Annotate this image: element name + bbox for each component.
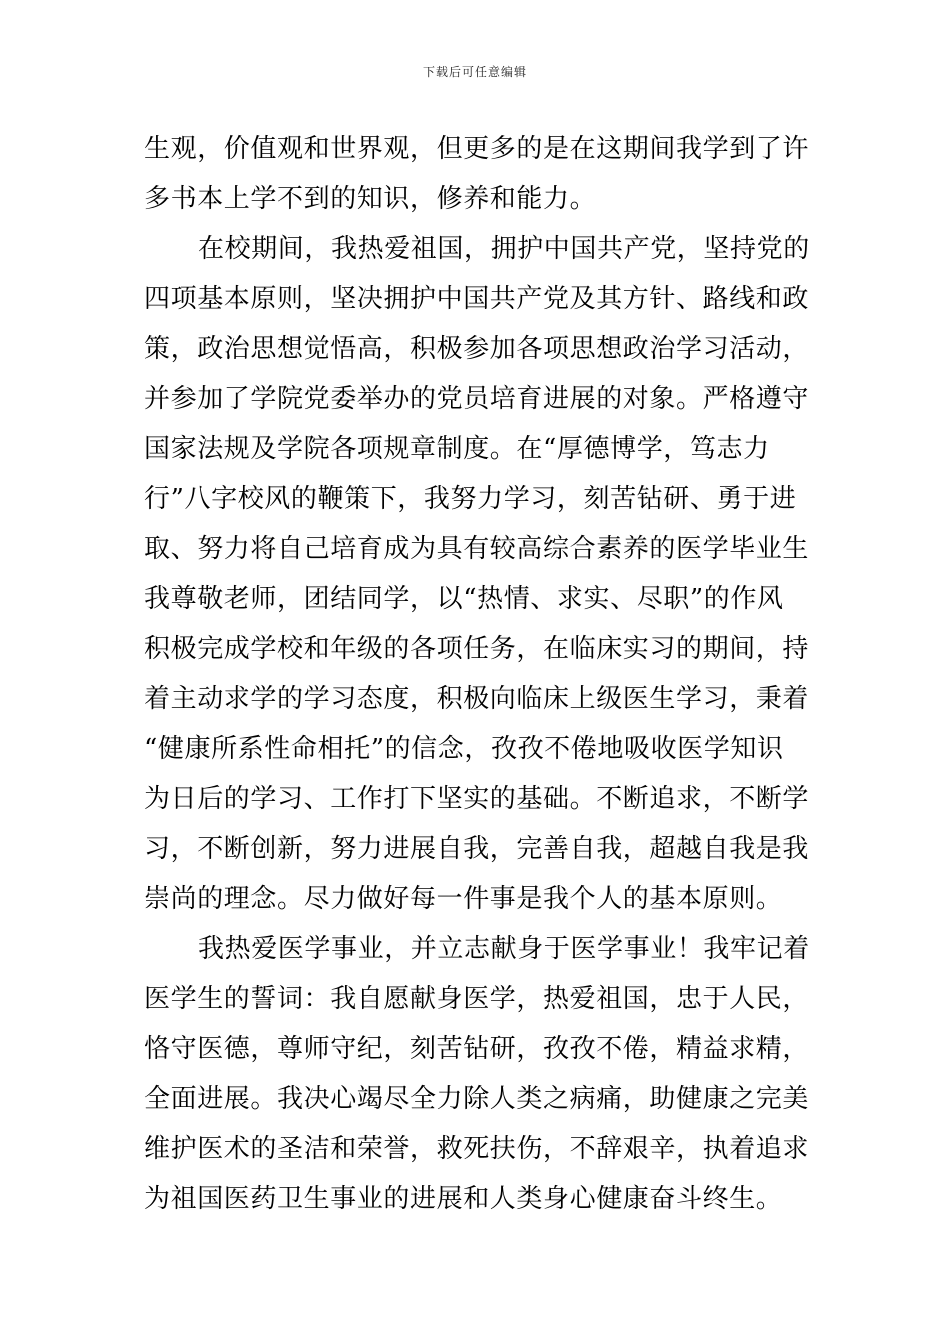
text-line: 国家法规及学院各项规章制度。在“厚德博学，笃志力: [144, 434, 770, 464]
text-line: 并参加了学院党委举办的党员培育进展的对象。严格遵守: [144, 384, 810, 414]
text-line: 全面进展。我决心竭尽全力除人类之病痛，助健康之完美: [144, 1084, 810, 1114]
paragraph-start-line: 我热爱医学事业，并立志献身于医学事业！我牢记着: [198, 934, 810, 964]
text-line: 为日后的学习、工作打下坚实的基础。不断追求，不断学: [144, 784, 810, 814]
text-line: 四项基本原则，坚决拥护中国共产党及其方针、路线和政: [144, 284, 810, 314]
text-line: 积极完成学校和年级的各项任务，在临床实习的期间，持: [144, 634, 810, 664]
text-line: 行”八字校风的鞭策下，我努力学习，刻苦钻研、勇于进: [144, 484, 797, 514]
body-text: [144, 124, 808, 1224]
text-line: 我尊敬老师，团结同学，以“热情、求实、尽职”的作风: [144, 584, 784, 614]
text-line: “健康所系性命相托”的信念，孜孜不倦地吸收医学知识: [144, 734, 784, 764]
text-line: 习，不断创新，努力进展自我，完善自我，超越自我是我: [144, 834, 810, 864]
text-line: 崇尚的理念。尽力做好每一件事是我个人的基本原则。: [144, 884, 783, 914]
text-line: 医学生的誓词：我自愿献身医学，热爱祖国，忠于人民，: [144, 984, 810, 1014]
text-line: 多书本上学不到的知识，修养和能力。: [144, 184, 597, 214]
text-line: 维护医术的圣洁和荣誉，救死扶伤，不辞艰辛，执着追求: [144, 1134, 810, 1164]
text-line: 策，政治思想觉悟高，积极参加各项思想政治学习活动，: [144, 334, 810, 364]
text-line: 取、努力将自己培育成为具有较高综合素养的医学毕业生: [144, 534, 810, 564]
text-line: 为祖国医药卫生事业的进展和人类身心健康奋斗终生。: [144, 1184, 783, 1214]
page-header: 下载后可任意编辑: [422, 65, 527, 79]
paragraph-start-line: 在校期间，我热爱祖国，拥护中国共产党，坚持党的: [198, 234, 810, 264]
text-line: 着主动求学的学习态度，积极向临床上级医生学习，秉着: [144, 684, 810, 714]
text-line: 生观，价值观和世界观，但更多的是在这期间我学到了许: [144, 134, 810, 164]
text-line: 恪守医德，尊师守纪，刻苦钻研，孜孜不倦，精益求精，: [144, 1034, 810, 1064]
